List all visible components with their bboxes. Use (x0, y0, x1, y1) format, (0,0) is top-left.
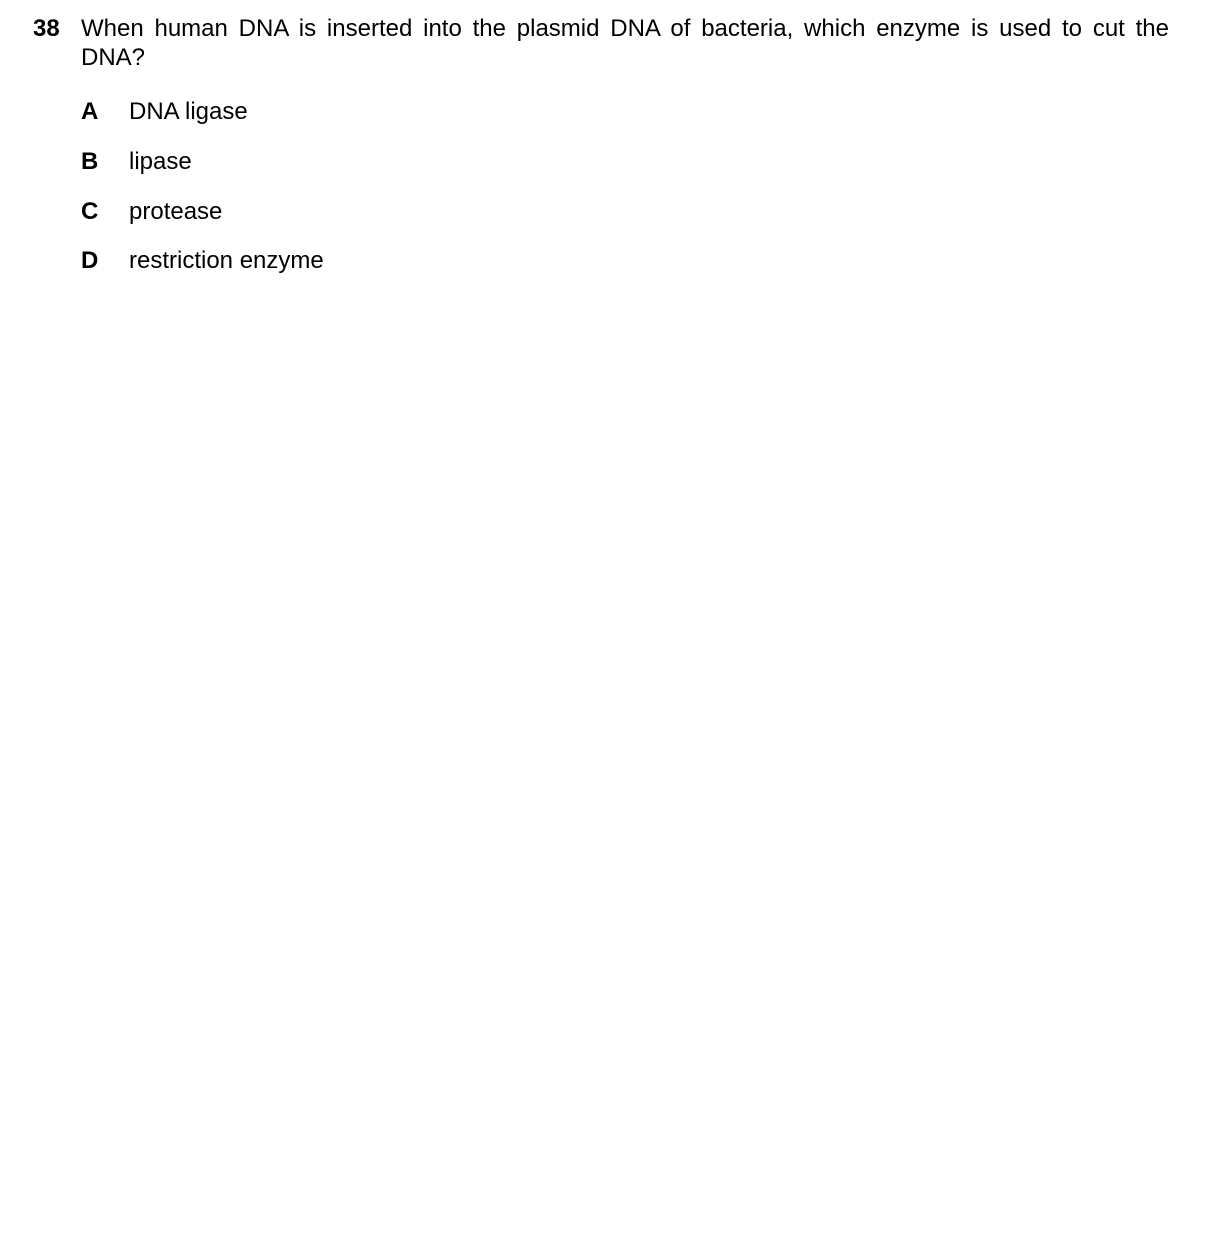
option-letter: A (81, 98, 99, 125)
option-letter: C (81, 198, 99, 225)
option-letter: B (81, 148, 99, 175)
option-text: restriction enzyme (129, 247, 324, 274)
option-text: lipase (129, 148, 192, 175)
option-text: protease (129, 198, 223, 225)
question-text: When human DNA is inserted into the plasmid DNA of bacteria, which enzyme is used to cut the DNA? (81, 15, 1169, 71)
question-number: 38 (33, 15, 60, 42)
option-letter: D (81, 247, 99, 274)
option-text: DNA ligase (129, 98, 248, 125)
